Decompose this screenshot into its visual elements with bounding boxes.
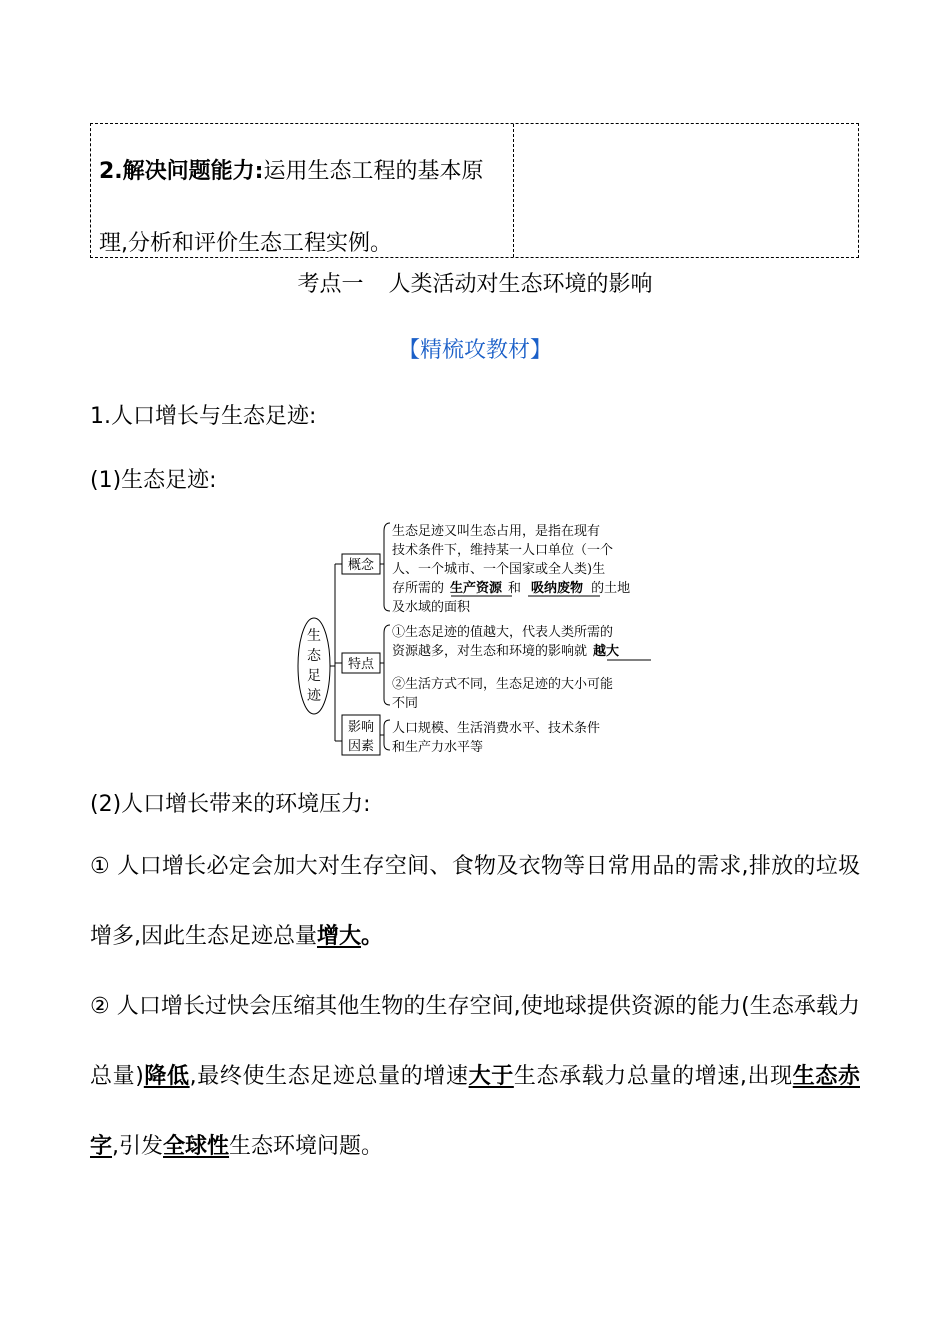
root-brace [330, 564, 342, 741]
objective-colon: : [254, 159, 264, 184]
concept-line: 生态足迹又叫生态占用，是指在现有 [392, 524, 601, 539]
section-title: 考点一 人类活动对生态环境的影响 [297, 272, 653, 297]
answer-blank: 生态赤字 [90, 1064, 860, 1159]
feature-label: 特点 [347, 657, 375, 672]
root-char: 态 [307, 648, 321, 664]
concept-line: 及水域的面积 [392, 600, 471, 615]
study-title: 【精梳攻教材】 [397, 338, 552, 363]
objective-label: 2.解决问题能力 [99, 159, 255, 184]
concept-line: 人、一个城市、一个国家或全人类)生 [392, 562, 606, 577]
concept-line: 存所需的 生产资源 和 吸纳废物 的土地 [392, 581, 631, 596]
root-char: 迹 [307, 688, 321, 704]
answer-blank: 全球性 [163, 1134, 230, 1159]
paragraph-1: ① 人口增长必定会加大对生存空间、食物及衣物等日常用品的需求,排放的垃圾增多,因此生态足迹总量增大。 [90, 854, 860, 949]
root-char: 足 [307, 668, 321, 684]
factor-label-2: 因素 [347, 739, 375, 754]
feature-brace [380, 625, 390, 705]
factor-brace [380, 720, 390, 750]
eco-footprint-diagram [295, 517, 655, 762]
feature-line: 不同 [392, 696, 419, 711]
heading-1-sub: (1)生态足迹: [90, 468, 217, 493]
table-divider [513, 124, 514, 257]
factor-line: 人口规模、生活消费水平、技术条件 [392, 721, 601, 736]
factor-label-1: 影响 [347, 720, 375, 735]
feature-line: ②生活方式不同，生态足迹的大小可能 [392, 677, 614, 692]
answer-blank: 大于 [468, 1064, 514, 1089]
objective-cell [99, 136, 509, 280]
feature-line: 资源越多，对生态和环境的影响就 越大 [392, 644, 620, 659]
concept-label: 概念 [347, 558, 375, 573]
heading-2: (2)人口增长带来的环境压力: [90, 792, 371, 817]
concept-brace [380, 523, 390, 611]
feature-line: ①生态足迹的值越大，代表人类所需的 [392, 625, 614, 640]
objective-text: 运用生态工程的基本原理,分析和评价生态工程实例。 [99, 159, 484, 256]
root-char: 生 [307, 628, 321, 644]
factor-line: 和生产力水平等 [392, 740, 484, 755]
paragraph-2: ② 人口增长过快会压缩其他生物的生存空间,使地球提供资源的能力(生态承载力总量)降低,最终使生态足迹总量的增速大于生态承载力总量的增速,出现生态赤字,引发全球性生态环境问题。 [90, 994, 860, 1159]
concept-line: 技术条件下，维持某一人口单位（一个 [392, 543, 614, 558]
answer-blank: 增大 [317, 924, 362, 949]
answer-blank: 降低 [143, 1064, 190, 1089]
heading-1: 1.人口增长与生态足迹: [90, 404, 317, 429]
objectives-table [90, 123, 859, 258]
